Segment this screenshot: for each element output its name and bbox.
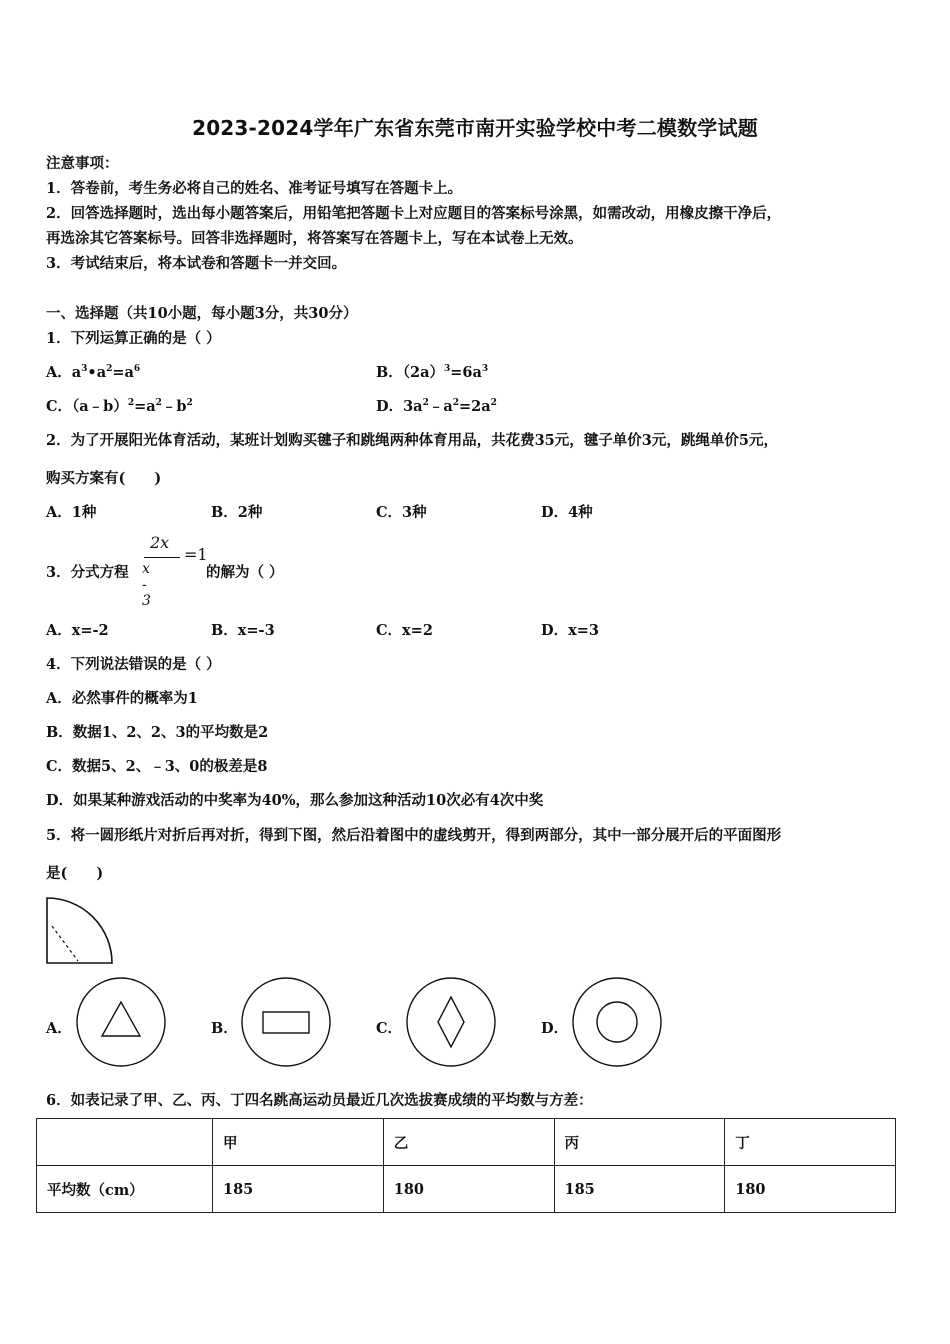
q5-option-c-label[interactable]: C． [376, 1020, 403, 1037]
table-header-row [37, 1119, 896, 1166]
q6-stem: 6．如表记录了甲、乙、丙、丁四名跳高运动员最近几次选拔赛成绩的平均数与方差： [46, 1092, 593, 1109]
table-cell: 180 [725, 1166, 896, 1213]
table-cell: 185 [554, 1166, 725, 1213]
notice-item-3: 3．考试结束后，将本试卷和答题卡一并交回。 [46, 255, 347, 272]
q2-option-d[interactable]: D．4种 [541, 504, 593, 521]
q1-b-text: B．（2a） [376, 364, 444, 381]
q1-c-mid: ﹣b [161, 398, 187, 415]
table-header-cell: 乙 [383, 1119, 554, 1166]
q5-option-a-figure[interactable] [75, 976, 167, 1068]
q1-c-exp1: 2 [127, 398, 135, 408]
q1-option-c[interactable] [46, 395, 193, 416]
notice-item-2a: 2．回答选择题时，选出每小题答案后，用铅笔把答题卡上对应题目的答案标号涂黑，如需改动，用橡皮擦干净后， [46, 205, 782, 222]
q1-d-exp3: 2 [490, 398, 497, 408]
q5-option-a-label[interactable]: A． [46, 1020, 72, 1037]
section-heading: 一、选择题（共10小题，每小题3分，共30分） [46, 305, 358, 322]
q2-option-a[interactable]: A．1种 [46, 504, 97, 521]
q3-denominator: x - 3 [142, 561, 151, 609]
table-header-cell: 丙 [554, 1119, 725, 1166]
q3-option-c[interactable]: C．x=2 [376, 622, 433, 639]
q1-b-exp1: 3 [444, 364, 451, 374]
notice-heading: 注意事项： [46, 155, 119, 172]
q1-c-eq: =a [134, 398, 156, 415]
q3-stem-prefix: 3．分式方程 [46, 564, 129, 581]
q3-option-a[interactable]: A．x=-2 [46, 622, 109, 639]
q5-stem-line2: 是( ) [46, 865, 104, 882]
q4-stem: 4．下列说法错误的是（ ） [46, 656, 221, 673]
q1-b-exp2: 3 [481, 364, 489, 374]
q1-d-exp2: 2 [452, 398, 459, 408]
q1-a-mid: •a [87, 364, 107, 381]
table-cell: 185 [213, 1166, 384, 1213]
q1-a-exp2: 2 [106, 364, 113, 374]
q1-c-exp3: 2 [186, 398, 193, 408]
table-cell: 平均数（cm） [37, 1166, 213, 1213]
q4-option-d[interactable]: D．如果某种游戏活动的中奖率为40%，那么参加这种活动10次必有4次中奖 [46, 792, 544, 809]
q2-option-c[interactable]: C．3种 [376, 504, 427, 521]
q5-stem-line1: 5．将一圆形纸片对折后再对折，得到下图，然后沿着图中的虚线剪开，得到两部分，其中一部分展开后的平面图形 [46, 827, 782, 844]
scores-table [36, 1118, 896, 1213]
q5-option-b-figure[interactable] [240, 976, 332, 1068]
q1-option-d[interactable] [376, 395, 497, 416]
q2-stem-line1: 2．为了开展阳光体育活动，某班计划购买毽子和跳绳两种体育用品，共花费35元，毽子单价3元，跳绳单价5元， [46, 432, 778, 449]
q1-c-exp2: 2 [155, 398, 162, 408]
q1-a-exp3: 6 [133, 364, 141, 374]
table-cell: 180 [383, 1166, 554, 1213]
q5-option-b-label[interactable]: B． [211, 1020, 238, 1037]
q1-d-text: D．3a [376, 398, 423, 415]
q5-option-c-figure[interactable] [405, 976, 497, 1068]
table-row [37, 1166, 896, 1213]
q2-stem-line2: 购买方案有( ) [46, 470, 162, 487]
q5-option-d-label[interactable]: D． [541, 1020, 569, 1037]
q3-stem-suffix: 的解为（ ） [206, 564, 284, 581]
q3-option-b[interactable]: B．x=-3 [211, 622, 275, 639]
q3-equals: =1 [184, 545, 208, 564]
q2-option-b[interactable]: B．2种 [211, 504, 263, 521]
q4-option-c[interactable]: C．数据5、2、﹣3、0的极差是8 [46, 758, 268, 775]
q3-option-d[interactable]: D．x=3 [541, 622, 599, 639]
folded-paper-figure [44, 894, 116, 966]
q1-c-text: C．（a﹣b） [46, 398, 128, 415]
q1-a-eq: =a [112, 364, 134, 381]
table-header-cell [37, 1119, 213, 1166]
table-header-cell: 甲 [213, 1119, 384, 1166]
q1-stem: 1．下列运算正确的是（ ） [46, 330, 221, 347]
q1-a-exp1: 3 [81, 364, 88, 374]
q3-numerator: 2x [150, 533, 170, 552]
q1-d-mid: ﹣a [428, 398, 453, 415]
q1-b-eq: =6a [450, 364, 482, 381]
page-title: 2023-2024学年广东省东莞市南开实验学校中考二模数学试题 [192, 116, 758, 140]
q1-option-a[interactable] [46, 361, 140, 382]
q4-option-a[interactable]: A．必然事件的概率为1 [46, 690, 198, 707]
q4-option-b[interactable]: B．数据1、2、2、3的平均数是2 [46, 724, 269, 741]
q1-option-b[interactable] [376, 361, 488, 382]
notice-item-1: 1．答卷前，考生务必将自己的姓名、准考证号填写在答题卡上。 [46, 180, 463, 197]
q1-d-exp1: 2 [422, 398, 429, 408]
q3-fraction-bar [144, 557, 180, 558]
notice-item-2b: 再选涂其它答案标号。回答非选择题时，将答案写在答题卡上，写在本试卷上无效。 [46, 230, 583, 247]
q1-d-eq: =2a [459, 398, 491, 415]
q5-option-d-figure[interactable] [571, 976, 663, 1068]
q1-a-text: A．a [46, 364, 82, 381]
table-header-cell: 丁 [725, 1119, 896, 1166]
